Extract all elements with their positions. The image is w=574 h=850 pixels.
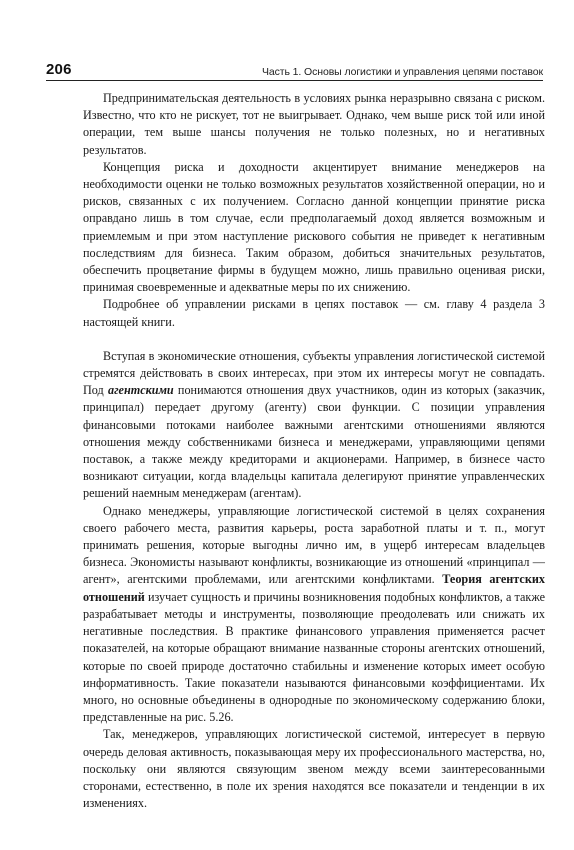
running-title: Часть 1. Основы логистики и управления цепями поставок [261,66,543,78]
paragraph-risk-reference: Подробнее об управлении рисками в цепях поставок — см. главу 4 раздела 3 настоящей книги. [83,297,545,329]
paragraph-agency-relations [83,348,545,503]
paragraph-conflicts-text-1: Однако менеджеры, управляющие логистической системой в целях сохранения своего рабочего места, развития карьеры, роста заработной платы и т. п., могут принимать решения, которые выгодны лично им, в ущерб интересам владельцев бизнеса. Экономисты называют конфликты, возникающие из отношений «принципал — агент», агентскими проблемами, или агентскими конфликтами. [83,503,545,587]
paragraph-agency-conflicts [83,503,545,727]
paragraph-agency-text-1: Вступая в экономические отношения, субъекты управления логистической системой стремятся действовать в своих интересах, при этом их интересы могут не совпадать. Под [83,348,545,398]
term-agency-theory: Теория агентских отношений [83,572,545,604]
header-rule [46,80,543,81]
paragraph-managers-interest: Так, менеджеров, управляющих логистической системой, интересует в первую очередь деловая активность, показывающая меру их профессионального мастерства, но, поскольку они являются связующим звеном между всеми заинтересованными сторонами, естественно, в поле их зрения находятся все показатели и тенденции в их изменениях. [83,727,545,811]
paragraph-risk-concept: Концепция риска и доходности акцентирует внимание менеджеров на необходимости оценки не только возможных результатов хозяйственной операции, но и рисков, связанных с их получением. Согласно данной концепции принятие риска оправдано лишь в том случае, если предполагаемый доход является возможным и приемлемым и при этом наступление рискового события не приведет к негативным последствиям для бизнеса. Таким образом, добиться значительных результатов, обеспечить процветание фирмы в будущем можно, лишь правильно оценивая риски, принимая своевременные и адекватные меры по их снижению. [83,159,545,295]
term-agency: агентскими [107,383,174,398]
page-header [46,60,543,78]
page-body [83,90,545,812]
page-number: 206 [46,61,72,78]
paragraph-risk-intro: Предпринимательская деятельность в условиях рынка неразрывно связана с риском. Известно, что кто не рискует, тот не выигрывает. Однако, чем выше риск той или иной операции, тем выше шансы получения не только полезных, но и негативных результатов. [83,91,545,157]
paragraph-conflicts-text-2: изучает сущность и причины возникновения подобных конфликтов, а также разрабатывает методы и инструменты, позволяющие преодолевать или снижать их негативные последствия. В практике финансового управления применяется расчет показателей, на которые обращают внимание названные стороны агентских отношений, которые по своей природе достаточно стабильны и изменение которых имеет особую информативность. Такие показатели называются финансовыми коэффициентами. Их много, но основные объединены в однородные по экономическому содержанию блоки, представленные на рис. 5.26. [83,589,545,725]
paragraph-agency-text-2: понимаются отношения двух участников, один из которых (заказчик, принципал) передает другому (агенту) свои функции. С позиции управления финансовыми потоками наиболее важными агентскими отношениями являются отношения между собственниками бизнеса и менеджерами, управляющими цепями поставок, а также между кредиторами и акционерами. Например, в бизнесе часто возникают ситуации, когда владельцы капитала делегируют принятие управленческих решений наемным менеджерам (агентам). [83,383,545,501]
